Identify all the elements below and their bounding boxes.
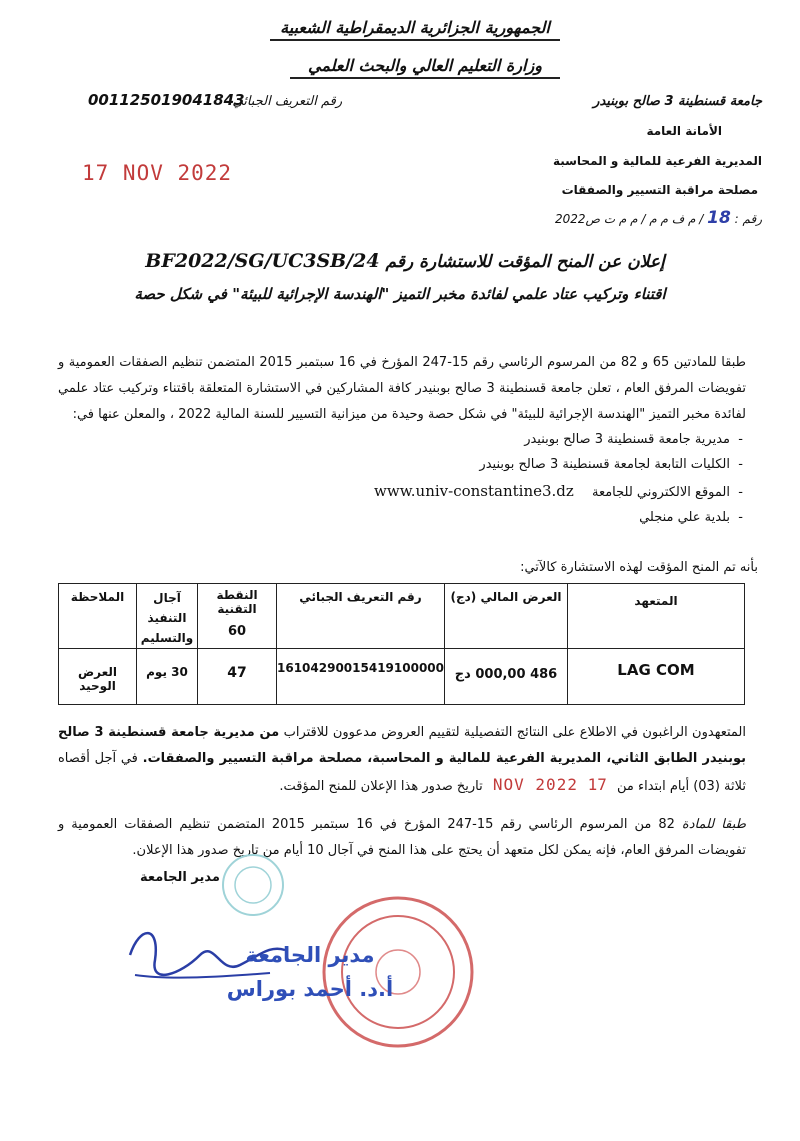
republic-heading: الجمهورية الجزائرية الديمقراطية الشعبية <box>270 18 560 41</box>
cell-financial-offer: 486 000,00 دج <box>445 649 568 705</box>
legal-basis-paragraph: طبقا للمادتين 65 و 82 من المرسوم الرئاسي رقم 15-247 المؤرخ في 16 سبتمبر 2015 المتضمن تنظيم الصفقات العمومية و تفويضات المرفق العام ، تعلن جامعة قسنطينة 3 صالح بوبنيدر كافة المشاركين في الاستشارة المتعلقة باقتناء وتركيب عتاد علمي لفائدة مخبر التميز "الهندسة الإجرائية للبيئة" في شكل حصة وحيدة من ميزانية التسيير للسنة المالية 2022 ، والمعلن عنها في: <box>58 355 747 422</box>
col-technical-score-label: النقطة التقنية <box>216 588 258 616</box>
col-remarks: الملاحظة <box>59 584 137 649</box>
cell-bidder: LAG COM <box>568 649 745 705</box>
paragraph3-body: 82 من المرسوم الرئاسي رقم 15-247 المؤرخ في 16 سبتمبر 2015 المتضمن تنظيم الصفقات العمومية و تفويضات المرفق العام، <box>58 817 746 858</box>
service: مصلحة مراقبة التسيير والصفقات <box>561 183 758 197</box>
signatory-title: مدير الجامعة <box>140 870 220 885</box>
bullet-municipality: - بلدية علي منجلي <box>260 510 730 525</box>
ref-number: 18 <box>707 208 731 228</box>
award-table <box>58 583 745 705</box>
tax-id-label: رقم التعريف الجبائي: <box>228 94 343 109</box>
subdirectorate: المديرية الفرعية للمالية و المحاسبة <box>552 154 762 168</box>
date-stamp: 17 NOV 2022 <box>82 161 233 185</box>
cell-delivery: 30 يوم <box>137 649 198 705</box>
paragraph2-end: تاريخ صدور هذا الإعلان للمنح المؤقت. <box>279 779 483 794</box>
reference-line <box>555 208 762 228</box>
inline-date-stamp: 17 NOV 2022 <box>492 775 607 794</box>
faint-stamp-icon <box>218 850 288 920</box>
bullet-directorate: - مديرية جامعة قسنطينة 3 صالح بوبنيدر <box>260 432 730 447</box>
table-row <box>59 649 745 705</box>
bullet-website <box>260 482 730 500</box>
col-bidder: المتعهد <box>568 584 745 649</box>
paragraph3-lead: طبقا للمادة <box>681 817 747 832</box>
col-technical-max: 60 <box>227 624 247 639</box>
bullet-faculties: - الكليات التابعة لجامعة قسنطينة 3 صالح بوبنيدر <box>260 457 730 472</box>
cell-remarks: العرض الوحيد <box>59 649 137 705</box>
col-technical-score <box>198 584 277 649</box>
secretariat: الأمانة العامة <box>646 124 722 138</box>
name-stamp-name: أ.د. أحمد بوراس <box>226 977 394 1001</box>
paragraph2-location: من مديرية جامعة قسنطينة 3 صالح بوبنيدر الطابق الثاني، المديرية الفرعية للمالية و المحاسبة، مصلحة مراقبة التسيير والصفقات. <box>58 725 746 766</box>
paragraph2-deadline: في آجل أقصاه ثلاثة (03) أيام ابتداء من <box>58 751 746 794</box>
consultation-paragraph <box>58 720 746 800</box>
university-name: جامعة قسنطينة 3 صالح بوبنيدر <box>593 94 762 109</box>
col-tax-id: رقم التعريف الجبائي <box>277 584 445 649</box>
paragraph2-intro: المتعهدون الراغبون في الاطلاع على النتائج التفصيلية لتقييم العروض مدعوون للاقتراب <box>283 725 746 740</box>
announcement-title <box>120 250 690 272</box>
col-financial-offer: العرض المالي (دج) <box>445 584 568 649</box>
title-prefix: إعلان عن المنح المؤقت للاستشارة رقم <box>385 252 665 272</box>
announcement-subtitle: اقتناء وتركيب عتاد علمي لفائدة مخبر التميز "الهندسة الإجرائية للبيئة" في شكل حصة <box>134 285 666 303</box>
ministry-heading: وزارة التعليم العالي والبحث العلمي <box>290 56 560 79</box>
ref-label: رقم : <box>734 212 762 226</box>
consultation-code: BF2022/SG/UC3SB/24 <box>145 250 380 272</box>
table-intro: بأنه تم المنح المؤقت لهذه الاستشارة كالآتي: <box>520 560 758 575</box>
cell-technical-score: 47 <box>198 649 277 705</box>
ref-suffix: / م ف م م / م م ت ص2022 <box>554 212 704 226</box>
publication-list <box>260 432 750 535</box>
bullet-website-label: الموقع الالكتروني للجامعة <box>591 485 730 500</box>
name-stamp-title: مدير الجامعة <box>245 943 375 967</box>
col-delivery: آجال التنفيذ والتسليم <box>137 584 198 649</box>
table-header-row <box>59 584 745 649</box>
paragraph3-appeal: فإنه يمكن لكل متعهد أن يحتج على هذا المنح في آجال 10 أيام من تاريخ صدور هذا الإعلان. <box>132 843 617 858</box>
appeal-paragraph <box>58 812 746 864</box>
cell-tax-id: 16104290015419100000 <box>277 649 445 705</box>
tax-id: 001125019041843 <box>88 91 245 109</box>
name-stamp <box>225 938 395 1006</box>
website-url[interactable]: www.univ-constantine3.dz <box>374 482 574 500</box>
